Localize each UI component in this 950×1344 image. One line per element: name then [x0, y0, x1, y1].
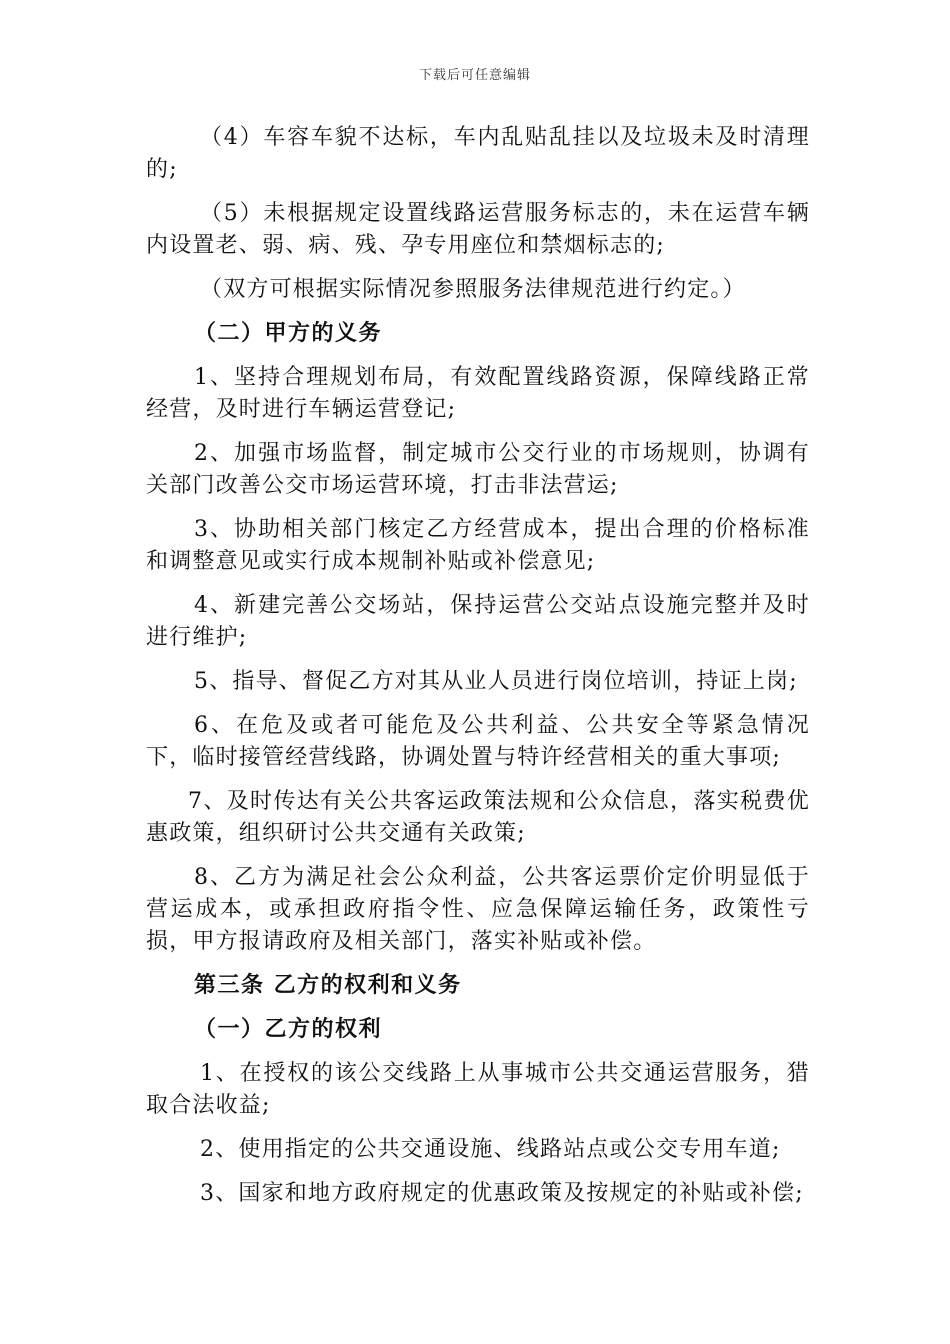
paragraph-note: （双方可根据实际情况参照服务法律规范进行约定。）	[200, 277, 746, 302]
party-b-right-2: 2、使用指定的公共交通设施、线路站点或公交专用车道;	[200, 1137, 781, 1162]
party-a-obligation-7: 7、及时传达有关公共客运政策法规和公众信息，落实税费优惠政策，组织研讨公共交通有关政策;	[146, 789, 810, 846]
section-heading-party-b-rights: （一）乙方的权利	[194, 1017, 383, 1042]
party-a-obligation-4: 4、新建完善公交场站，保持运营公交站点设施完整并及时进行维护;	[146, 593, 810, 650]
party-a-obligation-6: 6、在危及或者可能危及公共利益、公共安全等紧急情况下，临时接管经营线路，协调处置与特许经营相关的重大事项;	[146, 713, 810, 770]
party-b-right-1: 1、在授权的该公交线路上从事城市公共交通运营服务，猎取合法收益;	[146, 1061, 810, 1118]
party-a-obligation-3: 3、协助相关部门核定乙方经营成本，提出合理的价格标准和调整意见或实行成本规制补贴或补偿意见;	[146, 517, 810, 574]
party-a-obligation-1: 1、坚持合理规划布局，有效配置线路资源，保障线路正常经营，及时进行车辆运营登记;	[146, 365, 810, 422]
paragraph-item-4: （4）车容车貌不达标，车内乱贴乱挂以及垃圾未及时清理的;	[146, 125, 810, 182]
article-heading-party-b-rights-obligations: 第三条 乙方的权利和义务	[194, 973, 462, 998]
section-heading-party-a-obligations: （二）甲方的义务	[194, 321, 383, 346]
party-a-obligation-5: 5、指导、督促乙方对其从业人员进行岗位培训，持证上岗;	[194, 669, 798, 694]
party-b-right-3: 3、国家和地方政府规定的优惠政策及按规定的补贴或补偿;	[200, 1181, 804, 1206]
page-header: 下载后可任意编辑	[418, 68, 531, 83]
paragraph-item-5: （5）未根据规定设置线路运营服务标志的，未在运营车辆内设置老、弱、病、残、孕专用座位和禁烟标志的;	[146, 201, 810, 258]
party-a-obligation-2: 2、加强市场监督，制定城市公交行业的市场规则，协调有关部门改善公交市场运营环境，打击非法营运;	[146, 441, 810, 498]
party-a-obligation-8: 8、乙方为满足社会公众利益，公共客运票价定价明显低于营运成本，或承担政府指令性、应急保障运输任务，政策性亏损，甲方报请政府及相关部门，落实补贴或补偿。	[146, 865, 810, 954]
document-body	[146, 122, 810, 1222]
